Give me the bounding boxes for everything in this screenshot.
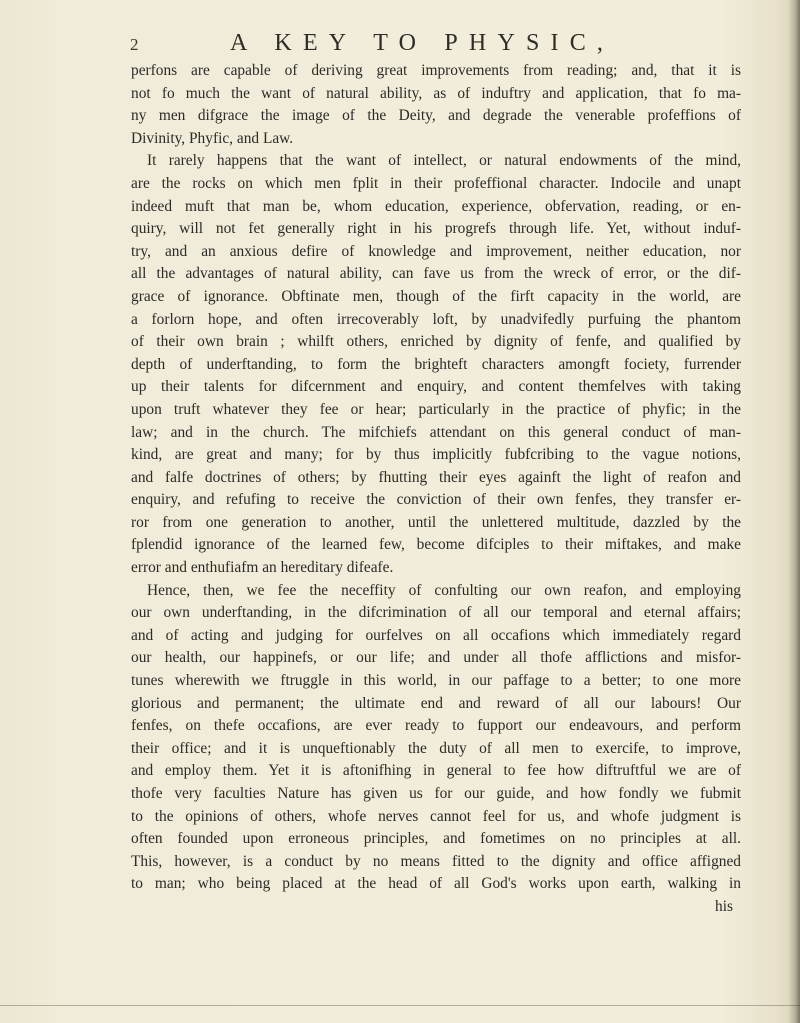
text-line: It rarely happens that the want of intellect, or natural endowments of the mind, — [147, 152, 741, 170]
text-line: This, however, is a conduct by no means fitted to the dignity and office affigned — [131, 852, 741, 870]
text-line: a forlorn hope, and often irrecoverably loft, by unadvifedly purfuing the phantom — [131, 310, 741, 328]
text-line: all the advantages of natural ability, can fave us from the wreck of error, or the dif- — [131, 265, 741, 283]
text-line: try, and an anxious defire of knowledge and improvement, neither education, nor — [131, 242, 741, 260]
text-line: depth of underftanding, to form the brighteft characters amongft fociety, furrender — [131, 355, 741, 373]
text-line: to man; who being placed at the head of all God's works upon earth, walking in — [131, 875, 741, 893]
text-line: glorious and permanent; the ultimate end and reward of all our labours! Our — [131, 694, 741, 712]
running-head: A KEY TO PHYSIC, — [230, 30, 615, 56]
text-line: to the opinions of others, whofe nerves cannot feel for us, and whofe judgment is — [131, 807, 741, 825]
text-line: quiry, will not fet generally right in his progrefs through life. Yet, without induf- — [131, 220, 741, 238]
text-line: tunes wherewith we ftruggle in this world, in our paffage to a better; to one more — [131, 672, 741, 690]
text-line: thofe very faculties Nature has given us for our guide, and how fondly we fubmit — [131, 785, 741, 802]
text-line: Divinity, Phyfic, and Law. — [131, 129, 294, 147]
text-line: fplendid ignorance of the learned few, become difciples to their miftakes, and make — [131, 536, 741, 554]
text-line: and employ them. Yet it is aftonifhing in general to fee how diftruftful we are of — [131, 762, 741, 780]
text-line: are the rocks on which men fplit in their profeffional character. Indocile and unapt — [131, 174, 741, 192]
text-line: our health, our happinefs, or our life; and under all thofe afflictions and misfor- — [131, 649, 741, 667]
page-header — [130, 30, 750, 64]
text-line: their office; and it is unqueftionably the duty of all men to exercife, to improve, — [131, 739, 741, 757]
page-binding-shadow — [788, 0, 800, 1023]
text-line: up their talents for difcernment and enquiry, and content themfelves with taking — [131, 378, 741, 396]
page-number: 2 — [130, 35, 139, 54]
text-line: fenfes, on thefe occafions, are ever ready to fupport our endeavours, and perform — [131, 717, 741, 735]
body-text — [131, 60, 741, 919]
text-line: law; and in the church. The mifchiefs attendant on this general conduct of man- — [131, 423, 741, 441]
page-edge-shadow — [0, 1005, 800, 1006]
text-line: of their own brain ; whilft others, enriched by dignity of fenfe, and qualified by — [131, 333, 741, 351]
text-line: Hence, then, we fee the neceffity of confulting our own reafon, and employing — [147, 581, 741, 599]
text-line: upon truft whatever they fee or hear; particularly in the practice of phyfic; in the — [131, 400, 741, 418]
text-line: ror from one generation to another, until the unlettered multitude, dazzled by the — [131, 513, 741, 531]
text-line: often founded upon erroneous principles, and fometimes on no principles at all. — [131, 830, 741, 848]
text-line: indeed muft that man be, whom education, experience, obfervation, reading, or en- — [131, 197, 741, 215]
text-line: and of acting and judging for ourfelves on all occafions which immediately regard — [131, 626, 741, 644]
text-line: perfons are capable of deriving great improvements from reading; and, that it is — [131, 62, 741, 79]
text-line: enquiry, and refufing to receive the conviction of their own fenfes, they transfer er- — [131, 491, 741, 509]
text-line: our own underftanding, in the difcrimination of all our temporal and eternal affairs; — [131, 604, 741, 622]
text-line: ny men difgrace the image of the Deity, and degrade the venerable profeffions of — [131, 107, 741, 125]
text-line: kind, are great and many; for by thus implicitly fubfcribing to the vague notions, — [131, 446, 741, 464]
text-line: and falfe doctrines of others; by fhutting their eyes againft the light of reafon and — [131, 468, 741, 486]
catchword: his — [715, 897, 733, 915]
text-line: not fo much the want of natural ability, as of induftry and application, that fo ma- — [131, 84, 741, 102]
text-line: grace of ignorance. Obftinate men, though of the firft capacity in the world, are — [131, 287, 741, 305]
text-line: error and enthufiafm an hereditary difeafe. — [131, 559, 394, 577]
